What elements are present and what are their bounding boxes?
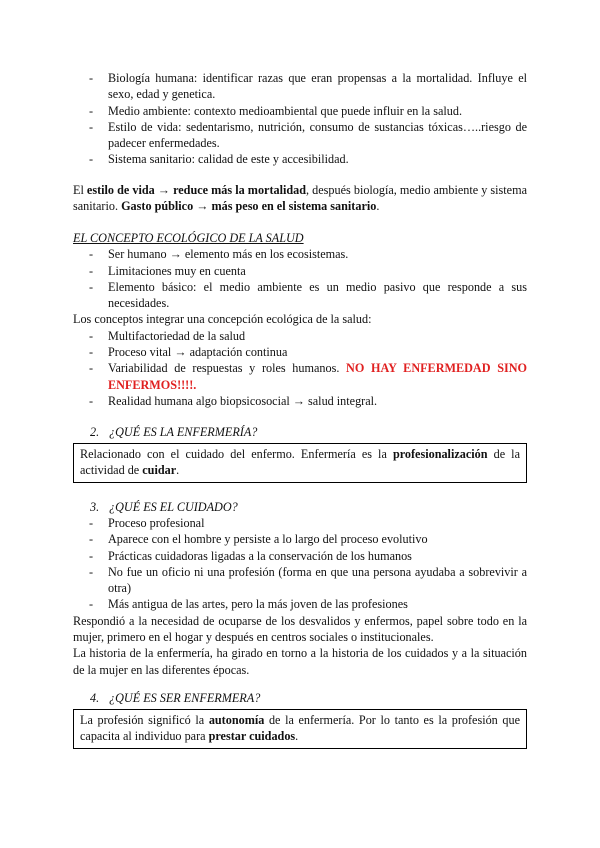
summary-paragraph-block — [73, 182, 527, 215]
section-3-heading: 3. ¿QUÉ ES EL CUIDADO? — [90, 500, 238, 514]
section-2-box: Relacionado con el cuidado del enfermo. Enfermería es la profesionalización de la actividad de cuidar. — [73, 443, 527, 483]
factors-list — [73, 70, 527, 168]
list-item: - No fue un oficio ni una profesión (forma en que una persona ayudaba a sobrevivir a otra) — [73, 564, 527, 597]
section-4-box: La profesión significó la autonomía de la enfermería. Por lo tanto es la profesión que capacita al individuo para prestar cuidados. — [73, 709, 527, 749]
list-item: - Variabilidad de respuestas y roles humanos. NO HAY ENFERMEDAD SINO ENFERMOS!!!!. — [73, 360, 527, 393]
section-2-heading: 2. ¿QUÉ ES LA ENFERMERÍA? — [90, 425, 258, 439]
list-item: - Biología humana: identificar razas que eran propensas a la mortalidad. Influye el sexo, edad y genetica. — [73, 70, 527, 103]
list-item: - Sistema sanitario: calidad de este y accesibilidad. — [73, 151, 527, 167]
ecological-heading: EL CONCEPTO ECOLÓGICO DE LA SALUD — [73, 231, 304, 245]
list-item: - Realidad humana algo biopsicosocial → salud integral. — [73, 393, 527, 409]
ecological-concepts-list — [73, 328, 527, 409]
ecological-intro: Los conceptos integrar una concepción ecológica de la salud: — [73, 312, 372, 327]
list-item: - Proceso vital → adaptación continua — [73, 344, 527, 360]
list-item: - Ser humano → elemento más en los ecosistemas. — [73, 246, 527, 262]
care-paragraph: Respondió a la necesidad de ocuparse de los desvalidos y enfermos, papel sobre todo en la mujer, primero en el hogar y después en centros sociales o institucionales. — [73, 613, 527, 645]
ecological-section — [73, 230, 527, 409]
list-item: - Aparece con el hombre y persiste a lo largo del proceso evolutivo — [73, 531, 527, 547]
list-item: - Prácticas cuidadoras ligadas a la conservación de los humanos — [73, 548, 527, 564]
emphasis-red-text: NO HAY ENFERMEDAD SINO ENFERMOS!!!!. — [108, 361, 528, 392]
section-3-body — [73, 515, 527, 678]
list-item: - Medio ambiente: contexto medioambiental que puede influir en la salud. — [73, 103, 527, 119]
list-item: - Más antigua de las artes, pero la más joven de las profesiones — [73, 596, 527, 612]
section-4-heading: 4. ¿QUÉ ES SER ENFERMERA? — [90, 691, 261, 705]
list-item: - Estilo de vida: sedentarismo, nutrición, consumo de sustancias tóxicas…..riesgo de padecer enfermedades. — [73, 119, 527, 152]
list-item: - Proceso profesional — [73, 515, 527, 531]
history-paragraph: La historia de la enfermería, ha girado en torno a la historia de los cuidados y a la situación de la mujer en las diferentes épocas. — [73, 646, 527, 677]
list-item: - Multifactoriedad de la salud — [73, 328, 527, 344]
ecological-list — [73, 246, 527, 311]
summary-paragraph: El estilo de vida → reduce más la mortalidad, después biología, medio ambiente y sistema sanitario. Gasto público → más peso en el sistema sanitario. — [73, 183, 527, 214]
list-item: - Limitaciones muy en cuenta — [73, 263, 527, 279]
care-list — [73, 515, 527, 613]
list-item: - Elemento básico: el medio ambiente es un medio pasivo que responde a sus necesidades. — [73, 279, 527, 312]
factors-list-block — [73, 70, 527, 168]
